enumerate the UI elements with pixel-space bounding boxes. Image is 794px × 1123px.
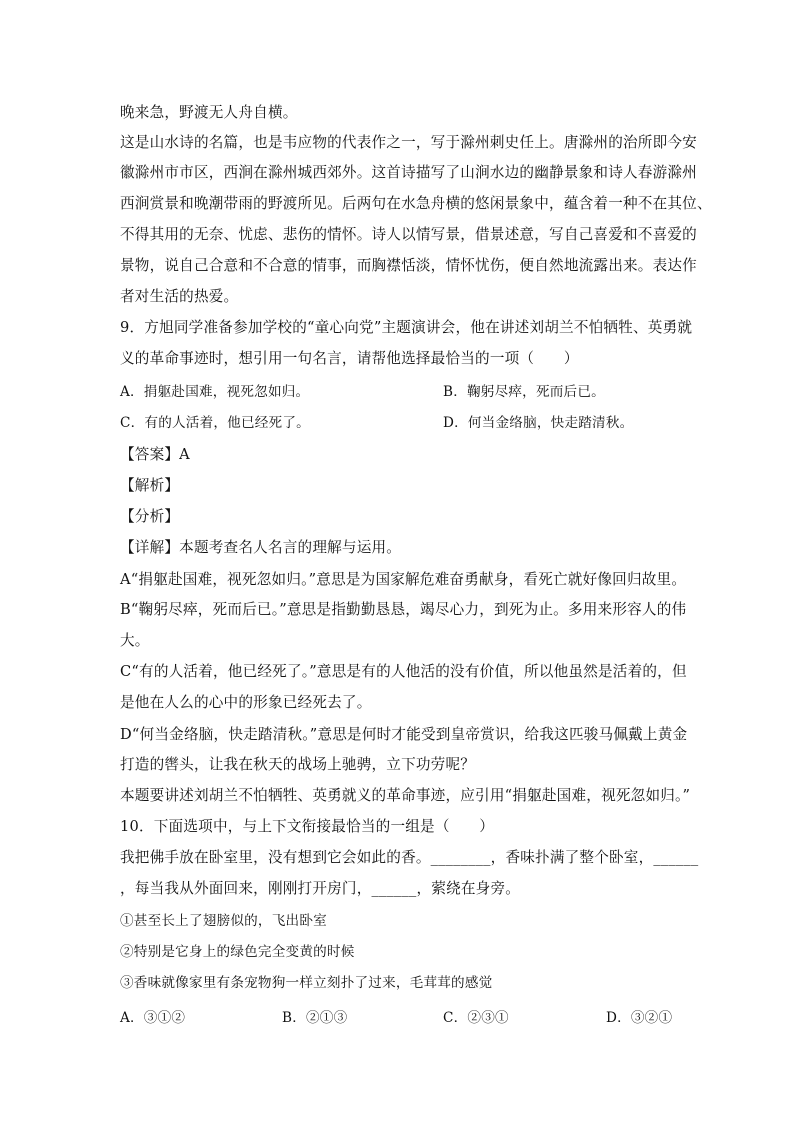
appreciation-line: 者对生活的热爱。 <box>120 288 239 305</box>
q9-option-c: C．有的人活着，他已经死了。 <box>120 415 310 431</box>
q9-explanation-line: A“捐躯赴国难，视死忽如归。”意思是为国家解危难奋勇献身，看死亡就好像回归故里。 <box>120 571 687 588</box>
q9-explanation-line: 是他在人么的心中的形象已经死去了。 <box>120 694 372 711</box>
appreciation-line: 景物，说自己合意和不合意的情事，而胸襟恬淡，情怀忧伤，便自然地流露出来。表达作 <box>120 257 697 274</box>
q10-option-c: C．②③① <box>443 1010 509 1026</box>
q10-item: ③香味就像家里有条宠物狗一样立刻扑了过来，毛茸茸的感觉 <box>120 975 493 991</box>
q9-detail: 【详解】本题考查名人名言的理解与运用。 <box>120 539 402 556</box>
appreciation-line: 不得其用的无奈、忧虑、悲伤的情怀。诗人以情写景，借景述意，写自己喜爱和不喜爱的 <box>120 226 697 243</box>
q9-option-a: A．捐躯赴国难，视死忽如归。 <box>120 384 310 400</box>
q10-passage-line: ，每当我从外面回来，刚刚打开房门，______，萦绕在身旁。 <box>120 880 521 897</box>
q9-stem-line: 义的革命事迹时，想引用一句名言，请帮他选择最恰当的一项（ ） <box>120 350 579 367</box>
q10-stem: 10．下面选项中，与上下文衔接最恰当的一组是（ ） <box>120 818 495 835</box>
q9-answer: 【答案】A <box>120 446 190 463</box>
q9-explanation-line: 大。 <box>120 632 150 649</box>
q9-explanation-line: 打造的辔头，让我在秋天的战场上驰骋，立下功劳呢？ <box>120 756 476 773</box>
appreciation-line: 徽滁州市市区，西涧在滁州城西郊外。这首诗描写了山涧水边的幽静景象和诗人春游滁州 <box>120 164 697 181</box>
q9-analysis-label: 【解析】 <box>120 477 180 494</box>
q9-fenxi-label: 【分析】 <box>120 508 180 525</box>
q9-option-b: B．鞠躬尽瘁，死而后已。 <box>443 384 605 400</box>
q9-option-d: D．何当金络脑，快走踏清秋。 <box>443 415 634 431</box>
q9-explanation-line: C“有的人活着，他已经死了。”意思是有的人他活的没有价值，所以他虽然是活着的，但 <box>120 663 687 680</box>
appreciation-line: 这是山水诗的名篇，也是韦应物的代表作之一，写于滁州刺史任上。唐滁州的治所即今安 <box>120 134 697 151</box>
q9-explanation-line: D“何当金络脑，快走踏清秋。”意思是何时才能受到皇帝赏识，给我这匹骏马佩戴上黄金 <box>120 726 688 743</box>
q10-item: ②特别是它身上的绿色完全变黄的时候 <box>120 944 355 960</box>
q10-option-a: A．③①② <box>120 1010 186 1026</box>
poem-tail-line: 晚来急，野渡无人舟自横。 <box>120 104 298 121</box>
q9-explanation-line: B“鞠躬尽瘁，死而后已。”意思是指勤勤恳恳，竭尽心力，到死为止。多用来形容人的伟 <box>120 601 687 618</box>
q10-passage-line: 我把佛手放在卧室里，没有想到它会如此的香。________，香味扑满了整个卧室，______ <box>120 849 699 866</box>
q10-item: ①甚至长上了翅膀似的，飞出卧室 <box>120 913 327 929</box>
appreciation-line: 西涧赏景和晚潮带雨的野渡所见。后两句在水急舟横的悠闲景象中，蕴含着一种不在其位、 <box>120 195 712 212</box>
q9-stem-line: 9．方旭同学准备参加学校的“童心向党”主题演讲会，他在讲述刘胡兰不怕牺牲、英勇就 <box>120 319 693 336</box>
q10-option-b: B．②①③ <box>282 1010 348 1026</box>
q9-explanation-line: 本题要讲述刘胡兰不怕牺牲、英勇就义的革命事迹，应引用“捐躯赴国难，视死忽如归。” <box>120 787 691 804</box>
q10-option-d: D．③②① <box>606 1010 673 1026</box>
